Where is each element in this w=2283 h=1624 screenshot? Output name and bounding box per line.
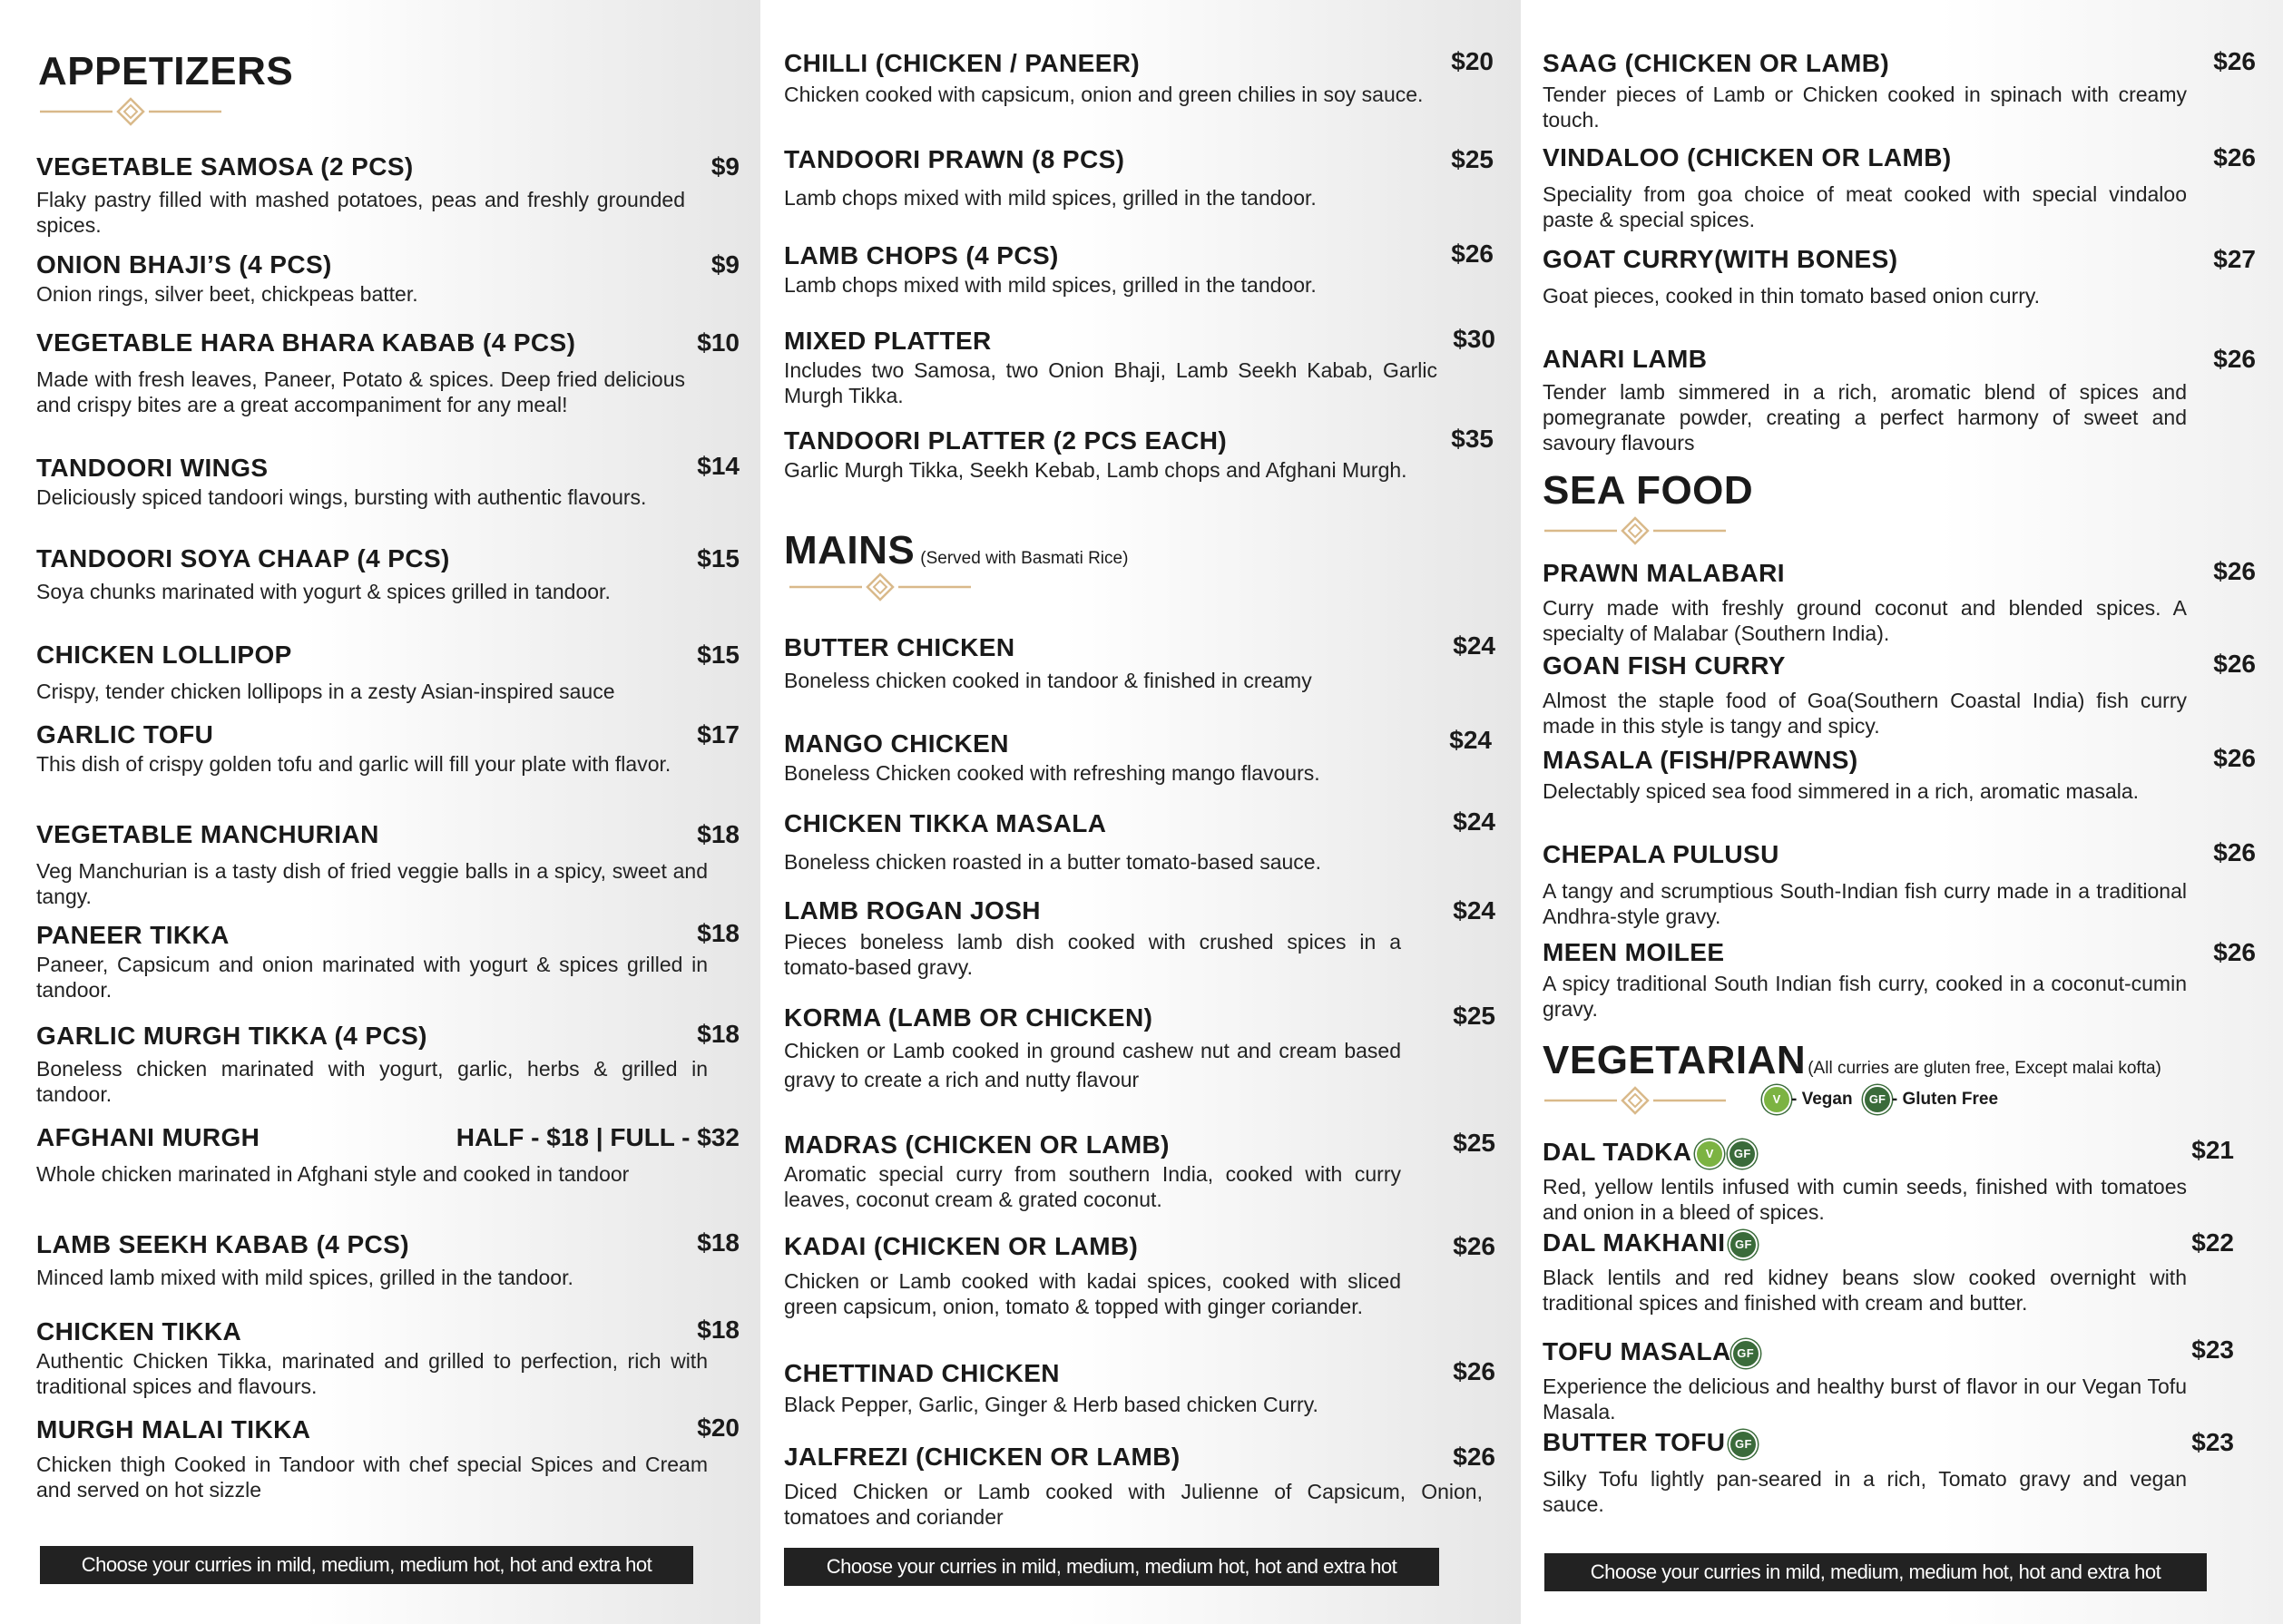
- item-price: $18: [697, 1020, 740, 1048]
- item-name: SAAG (CHICKEN OR LAMB): [1543, 49, 1890, 77]
- item-price: $25: [1453, 1002, 1495, 1030]
- menu-item: [36, 641, 740, 704]
- menu-item: [1543, 938, 2256, 1022]
- item-description: Lamb chops mixed with mild spices, grilled in the tandoor.: [784, 186, 1317, 210]
- item-description: Silky Tofu lightly pan-seared in a rich, Tomato gravy and vegan sauce.: [1543, 1466, 2187, 1516]
- item-price: $22: [2191, 1228, 2234, 1257]
- item-name: MIXED PLATTER: [784, 327, 992, 355]
- menu-item: [784, 49, 1494, 107]
- item-name: GARLIC TOFU: [36, 720, 214, 748]
- item-price: $23: [2191, 1335, 2234, 1364]
- item-name: VEGETABLE MANCHURIAN: [36, 820, 379, 848]
- item-description: Lamb chops mixed with mild spices, grilled in the tandoor.: [784, 273, 1317, 297]
- item-description: Made with fresh leaves, Paneer, Potato & spices. Deep fried delicious and crispy bites are a great accompaniment for any meal!: [36, 367, 685, 416]
- item-name: [1543, 1337, 2256, 1368]
- menu-item: [784, 726, 1495, 786]
- item-price: $26: [2213, 938, 2256, 966]
- menu-item: [784, 1003, 1495, 1094]
- gluten-free-icon: GF: [1729, 1230, 1758, 1259]
- item-name: KADAI (CHICKEN OR LAMB): [784, 1232, 1139, 1260]
- item-price: $26: [2213, 838, 2256, 866]
- item-name: VINDALOO (CHICKEN OR LAMB): [1543, 143, 1952, 171]
- item-price: $9: [710, 250, 740, 279]
- mains-note: (Served with Basmati Rice): [920, 549, 1129, 568]
- item-name: VEGETABLE HARA BHARA KABAB (4 PCS): [36, 328, 576, 357]
- item-name: MADRAS (CHICKEN OR LAMB): [784, 1130, 1170, 1159]
- menu-item: [1543, 245, 2256, 308]
- gluten-free-icon: GF: [1863, 1085, 1892, 1114]
- item-description: Aromatic special curry from southern India, cooked with curry leaves, coconut cream & grated coconut.: [784, 1162, 1401, 1211]
- item-name: PANEER TIKKA: [36, 921, 230, 949]
- menu-item: [784, 426, 1494, 483]
- item-price: $25: [1451, 145, 1494, 173]
- item-name: GOAT CURRY(WITH BONES): [1543, 245, 1898, 273]
- item-description: Onion rings, silver beet, chickpeas batter.: [36, 282, 418, 306]
- item-price: $26: [2213, 744, 2256, 772]
- item-name: CHICKEN LOLLIPOP: [36, 641, 292, 669]
- item-description: Curry made with freshly ground coconut and blended spices. A specialty of Malabar (Southern India).: [1543, 596, 2187, 645]
- vegan-leaf-icon: V: [1762, 1085, 1791, 1114]
- item-name: LAMB CHOPS (4 PCS): [784, 241, 1059, 269]
- item-description: This dish of crispy golden tofu and garlic will fill your plate with flavor.: [36, 752, 671, 776]
- menu-item: [36, 1317, 740, 1399]
- legend-gluten-free: - Gluten Free: [1891, 1090, 1999, 1110]
- column-curries-seafood-vegetarian: [1521, 0, 2283, 1624]
- item-name: VEGETABLE SAMOSA (2 PCS): [36, 152, 414, 181]
- menu-item: [784, 896, 1495, 980]
- item-name: JALFREZI (CHICKEN OR LAMB): [784, 1443, 1181, 1471]
- item-description: Whole chicken marinated in Afghani style and cooked in tandoor: [36, 1162, 630, 1186]
- item-name: TANDOORI PRAWN (8 PCS): [784, 145, 1125, 173]
- item-name: BUTTER CHICKEN: [784, 633, 1015, 661]
- item-price: $15: [697, 544, 740, 572]
- curry-heat-footer: Choose your curries in mild, medium, medium hot, hot and extra hot: [1544, 1553, 2207, 1591]
- item-price: $23: [2191, 1428, 2234, 1456]
- item-name-text: BUTTER TOFU: [1543, 1428, 1726, 1456]
- item-name: AFGHANI MURGH: [36, 1123, 260, 1151]
- item-name: ANARI LAMB: [1543, 345, 1708, 373]
- item-price: $26: [2213, 143, 2256, 171]
- item-description: Chicken cooked with capsicum, onion and green chilies in soy sauce.: [784, 83, 1424, 106]
- item-name: MASALA (FISH/PRAWNS): [1543, 746, 1858, 774]
- menu-item: [36, 1022, 740, 1107]
- item-description: Almost the staple food of Goa(Southern Coastal India) fish curry made in this style is tangy and spicy.: [1543, 689, 2187, 738]
- item-description: Veg Manchurian is a tasty dish of fried veggie balls in a spicy, sweet and tangy.: [36, 859, 708, 908]
- menu-item: [1543, 840, 2256, 929]
- item-price: $15: [697, 641, 740, 669]
- item-price: $18: [697, 919, 740, 947]
- item-description: Authentic Chicken Tikka, marinated and grilled to perfection, rich with traditional spices and flavours.: [36, 1349, 708, 1398]
- item-description: Chicken thigh Cooked in Tandoor with chef special Spices and Cream and served on hot sizzle: [36, 1453, 708, 1502]
- veg-title: VEGETARIAN: [1543, 1038, 1807, 1082]
- menu-item: [784, 809, 1495, 875]
- item-name: TANDOORI PLATTER (2 PCS EACH): [784, 426, 1228, 455]
- menu-item: [36, 1123, 740, 1187]
- item-description: Minced lamb mixed with mild spices, grilled in the tandoor.: [36, 1266, 573, 1289]
- item-name: ONION BHAJI’S (4 PCS): [36, 250, 332, 279]
- menu-item: [1543, 1428, 2256, 1517]
- item-name: MURGH MALAI TIKKA: [36, 1415, 311, 1443]
- item-price: $26: [2213, 650, 2256, 678]
- menu-item: [784, 1130, 1495, 1212]
- vegan-leaf-icon: V: [1695, 1140, 1724, 1169]
- item-description: Soya chunks marinated with yogurt & spices grilled in tandoor.: [36, 580, 611, 603]
- menu-item: [1543, 345, 2256, 455]
- menu-item: [36, 544, 740, 604]
- item-price: $26: [1451, 240, 1494, 268]
- item-name: CHETTINAD CHICKEN: [784, 1359, 1060, 1387]
- item-name: CHEPALA PULUSU: [1543, 840, 1779, 868]
- item-price: $26: [2213, 345, 2256, 373]
- gluten-free-icon: GF: [1728, 1140, 1757, 1169]
- item-description: Flaky pastry filled with mashed potatoes, peas and freshly grounded spices.: [36, 188, 685, 237]
- menu-item: [36, 921, 740, 1003]
- item-description: Experience the delicious and healthy burst of flavor in our Vegan Tofu Masala.: [1543, 1374, 2187, 1423]
- item-name: PRAWN MALABARI: [1543, 559, 1785, 587]
- menu-item: [1543, 1138, 2256, 1225]
- diet-legend: [1759, 1085, 1998, 1114]
- ornament-divider-icon: [789, 572, 971, 602]
- item-name-text: TOFU MASALA: [1543, 1337, 1731, 1365]
- menu-item: [36, 820, 740, 909]
- menu-item: [1543, 559, 2256, 646]
- item-name-text: DAL TADKA: [1543, 1138, 1692, 1166]
- curry-heat-footer: Choose your curries in mild, medium, medium hot, hot and extra hot: [784, 1548, 1439, 1586]
- item-description: Boneless chicken marinated with yogurt, garlic, herbs & grilled in tandoor.: [36, 1057, 708, 1106]
- gluten-free-icon: GF: [1729, 1430, 1758, 1459]
- item-price: $26: [1453, 1443, 1495, 1471]
- item-name: CHICKEN TIKKA: [36, 1317, 242, 1345]
- item-price: $18: [697, 1228, 740, 1257]
- item-price: $24: [1453, 807, 1495, 836]
- item-price: $26: [2213, 557, 2256, 585]
- item-description: Boneless chicken roasted in a butter tomato-based sauce.: [784, 850, 1321, 874]
- item-price: $24: [1453, 631, 1495, 660]
- menu-item: [784, 327, 1495, 408]
- item-description: Includes two Samosa, two Onion Bhaji, Lamb Seekh Kabab, Garlic Murgh Tikka.: [784, 358, 1437, 407]
- item-price: $21: [2191, 1136, 2234, 1164]
- item-description: Red, yellow lentils infused with cumin seeds, finished with tomatoes and onion in a bleed of spices.: [1543, 1174, 2187, 1224]
- item-name: MANGO CHICKEN: [784, 729, 1009, 758]
- item-description: Pieces boneless lamb dish cooked with crushed spices in a tomato-based gravy.: [784, 930, 1401, 979]
- item-description: Black lentils and red kidney beans slow cooked overnight with traditional spices and finished with cream and butter.: [1543, 1265, 2187, 1315]
- item-name: MEEN MOILEE: [1543, 938, 1725, 966]
- item-description: Crispy, tender chicken lollipops in a zesty Asian-inspired sauce: [36, 680, 615, 703]
- curry-heat-footer: Choose your curries in mild, medium, medium hot, hot and extra hot: [40, 1546, 693, 1584]
- menu-item: [1543, 143, 2256, 232]
- menu-item: [1543, 49, 2256, 132]
- item-price: $9: [710, 152, 740, 181]
- item-description: Boneless chicken cooked in tandoor & finished in creamy: [784, 669, 1312, 692]
- item-description: A tangy and scrumptious South-Indian fish curry made in a traditional Andhra-style gravy.: [1543, 879, 2187, 928]
- item-price: $26: [1453, 1232, 1495, 1260]
- item-price: $25: [1453, 1129, 1495, 1157]
- menu-item: [36, 152, 740, 238]
- item-description: Diced Chicken or Lamb cooked with Julienne of Capsicum, Onion, tomatoes and coriander: [784, 1480, 1483, 1529]
- menu-item: [784, 1359, 1495, 1417]
- item-price: $26: [1453, 1357, 1495, 1385]
- ornament-divider-icon: [1544, 515, 1726, 546]
- menu-item: [36, 1230, 740, 1290]
- item-price: $20: [697, 1414, 740, 1442]
- section-title-appetizers: APPETIZERS: [38, 49, 294, 93]
- item-description: A spicy traditional South Indian fish curry, cooked in a coconut-cumin gravy.: [1543, 972, 2187, 1021]
- item-name: LAMB ROGAN JOSH: [784, 896, 1041, 925]
- item-name: TANDOORI WINGS: [36, 454, 269, 482]
- menu-item: [784, 1232, 1495, 1319]
- menu-item: [784, 1443, 1495, 1530]
- item-price: $18: [697, 820, 740, 848]
- item-price: $17: [697, 720, 740, 748]
- item-description: Chicken or Lamb cooked in ground cashew nut and cream based gravy to create a rich and nutty flavour: [784, 1039, 1401, 1091]
- item-price: $27: [2213, 245, 2256, 273]
- item-description: Tender pieces of Lamb or Chicken cooked in spinach with creamy touch.: [1543, 83, 2187, 132]
- menu-item: [1543, 1228, 2256, 1316]
- menu-item: [36, 454, 740, 510]
- item-name: GARLIC MURGH TIKKA (4 PCS): [36, 1022, 427, 1050]
- item-price: HALF - $18 | FULL - $32: [456, 1123, 740, 1151]
- menu-item: [1543, 651, 2256, 739]
- item-name: KORMA (LAMB OR CHICKEN): [784, 1003, 1153, 1032]
- item-price: $30: [1453, 325, 1495, 353]
- item-price: $26: [2213, 47, 2256, 75]
- item-description: Garlic Murgh Tikka, Seekh Kebab, Lamb chops and Afghani Murgh.: [784, 458, 1407, 482]
- legend-vegan: - Vegan: [1791, 1090, 1853, 1110]
- section-title-seafood: SEA FOOD: [1543, 468, 1754, 513]
- item-description: Goat pieces, cooked in thin tomato based onion curry.: [1543, 284, 2041, 308]
- item-name: GOAN FISH CURRY: [1543, 651, 1786, 680]
- mains-title: MAINS: [784, 528, 916, 572]
- menu-item: [784, 145, 1494, 210]
- item-name: CHILLI (CHICKEN / PANEER): [784, 49, 1141, 77]
- menu-item: [36, 1415, 740, 1502]
- item-price: $20: [1451, 47, 1494, 75]
- item-name: LAMB SEEKH KABAB (4 PCS): [36, 1230, 409, 1258]
- section-title-mains: [784, 528, 1128, 573]
- menu-item: [36, 250, 740, 307]
- item-name: CHICKEN TIKKA MASALA: [784, 809, 1107, 837]
- veg-note: (All curries are gluten free, Except malai kofta): [1808, 1059, 2161, 1078]
- item-name: TANDOORI SOYA CHAAP (4 PCS): [36, 544, 450, 572]
- menu-item: [1543, 1337, 2256, 1424]
- ornament-divider-icon: [1544, 1085, 1726, 1116]
- gluten-free-icon: GF: [1731, 1339, 1760, 1368]
- item-name: [1543, 1138, 2256, 1169]
- item-price: $18: [697, 1316, 740, 1344]
- menu-item: [784, 633, 1495, 693]
- section-title-vegetarian: [1543, 1038, 2161, 1083]
- item-price: $24: [1453, 896, 1495, 925]
- menu-item: [36, 328, 740, 417]
- ornament-divider-icon: [40, 96, 221, 127]
- menu-item: [1543, 746, 2256, 804]
- column-appetizers: [0, 0, 760, 1624]
- item-description: Chicken or Lamb cooked with kadai spices, cooked with sliced green capsicum, onion, tomato & topped with ginger coriander.: [784, 1269, 1401, 1318]
- item-description: Boneless Chicken cooked with refreshing mango flavours.: [784, 761, 1320, 785]
- menu-item: [36, 720, 740, 777]
- item-name: [1543, 1228, 2256, 1259]
- column-mains: [760, 0, 1521, 1624]
- item-description: Black Pepper, Garlic, Ginger & Herb based chicken Curry.: [784, 1393, 1318, 1416]
- item-name-text: DAL MAKHANI: [1543, 1228, 1726, 1257]
- menu-item: [784, 241, 1494, 298]
- item-price: $10: [697, 328, 740, 357]
- item-price: $35: [1451, 425, 1494, 453]
- item-description: Speciality from goa choice of meat cooked with special vindaloo paste & special spices.: [1543, 182, 2187, 231]
- item-description: Paneer, Capsicum and onion marinated with yogurt & spices grilled in tandoor.: [36, 953, 708, 1002]
- item-price: $24: [1449, 726, 1492, 754]
- item-description: Tender lamb simmered in a rich, aromatic blend of spices and pomegranate powder, creating a perfect harmony of sweet and savoury flavours: [1543, 380, 2187, 455]
- item-price: $14: [697, 452, 740, 480]
- item-description: Delectably spiced sea food simmered in a rich, aromatic masala.: [1543, 779, 2140, 803]
- item-name: [1543, 1428, 2256, 1459]
- item-description: Deliciously spiced tandoori wings, bursting with authentic flavours.: [36, 485, 647, 509]
